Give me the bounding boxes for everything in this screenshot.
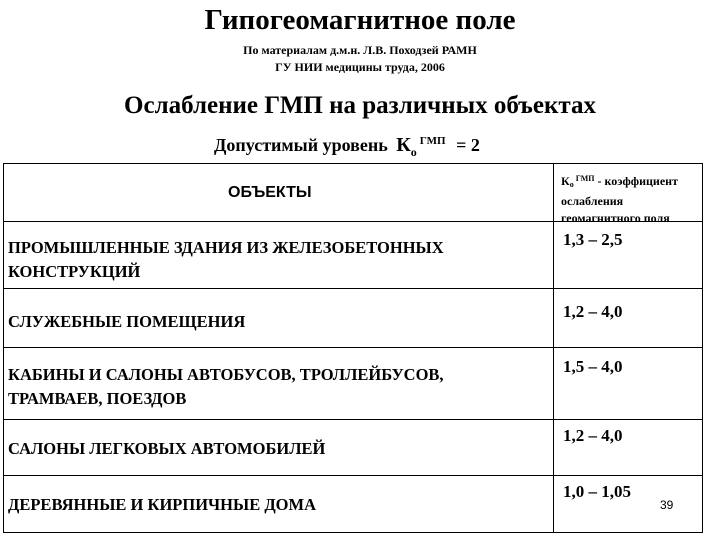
level-value: = 2 [456, 135, 480, 155]
table-row-coefficient: 1,2 – 4,0 [563, 302, 623, 321]
slide-title: Гипогеомагнитное поле [204, 4, 516, 36]
coef-desc-line-2: ослабления [561, 194, 624, 208]
coef-symbol-sub: о [569, 180, 574, 189]
coef-symbol: К [561, 174, 570, 188]
row-divider [4, 347, 702, 348]
page-number: 39 [660, 498, 674, 512]
table-row-object [8, 310, 548, 334]
table-row-coefficient: 1,3 – 2,5 [563, 230, 623, 249]
table-row-object [8, 437, 548, 461]
row-divider [4, 288, 702, 289]
source-line-1: По материалам д.м.н. Л.В. Походзей РАМН [243, 43, 477, 57]
coef-desc-line-3: геомагнитного поля [561, 211, 670, 225]
header-objects: ОБЪЕКТЫ [228, 184, 312, 201]
table-row-coefficient: 1,0 – 1,05 [563, 482, 631, 501]
permissible-level [214, 134, 480, 160]
column-divider [553, 164, 554, 532]
table-row-coefficient: 1,5 – 4,0 [563, 357, 623, 376]
table-row-object [8, 236, 548, 284]
row-divider [4, 475, 702, 476]
level-symbol: К [396, 134, 411, 156]
source-line-2: ГУ НИИ медицины труда, 2006 [275, 60, 445, 74]
object-line-2: КОНСТРУКЦИЙ [8, 262, 141, 281]
coef-symbol-sup: ГМП [575, 174, 595, 183]
object-line-1: КАБИНЫ И САЛОНЫ АВТОБУСОВ, ТРОЛЛЕЙБУСОВ, [8, 365, 444, 384]
level-symbol-sub: о [410, 145, 417, 159]
header-coefficient [561, 170, 701, 227]
objects-table [3, 163, 703, 533]
source-note [0, 42, 720, 76]
table-row-coefficient: 1,2 – 4,0 [563, 426, 623, 445]
object-line-1: СЛУЖЕБНЫЕ ПОМЕЩЕНИЯ [8, 312, 246, 331]
level-symbol-sup: ГМП [419, 135, 446, 147]
table-row-object [8, 363, 548, 411]
row-divider [4, 419, 702, 420]
table-row-object [8, 493, 548, 517]
object-line-1: САЛОНЫ ЛЕГКОВЫХ АВТОМОБИЛЕЙ [8, 439, 326, 458]
slide-subtitle: Ослабление ГМП на различных объектах [124, 92, 596, 119]
level-label: Допустимый уровень [214, 135, 388, 155]
object-line-1: ДЕРЕВЯННЫЕ И КИРПИЧНЫЕ ДОМА [8, 495, 316, 514]
object-line-1: ПРОМЫШЛЕННЫЕ ЗДАНИЯ ИЗ ЖЕЛЕЗОБЕТОННЫХ [8, 238, 444, 257]
coef-desc-line-1: - коэффициент [597, 174, 678, 188]
object-line-2: ТРАМВАЕВ, ПОЕЗДОВ [8, 389, 187, 408]
